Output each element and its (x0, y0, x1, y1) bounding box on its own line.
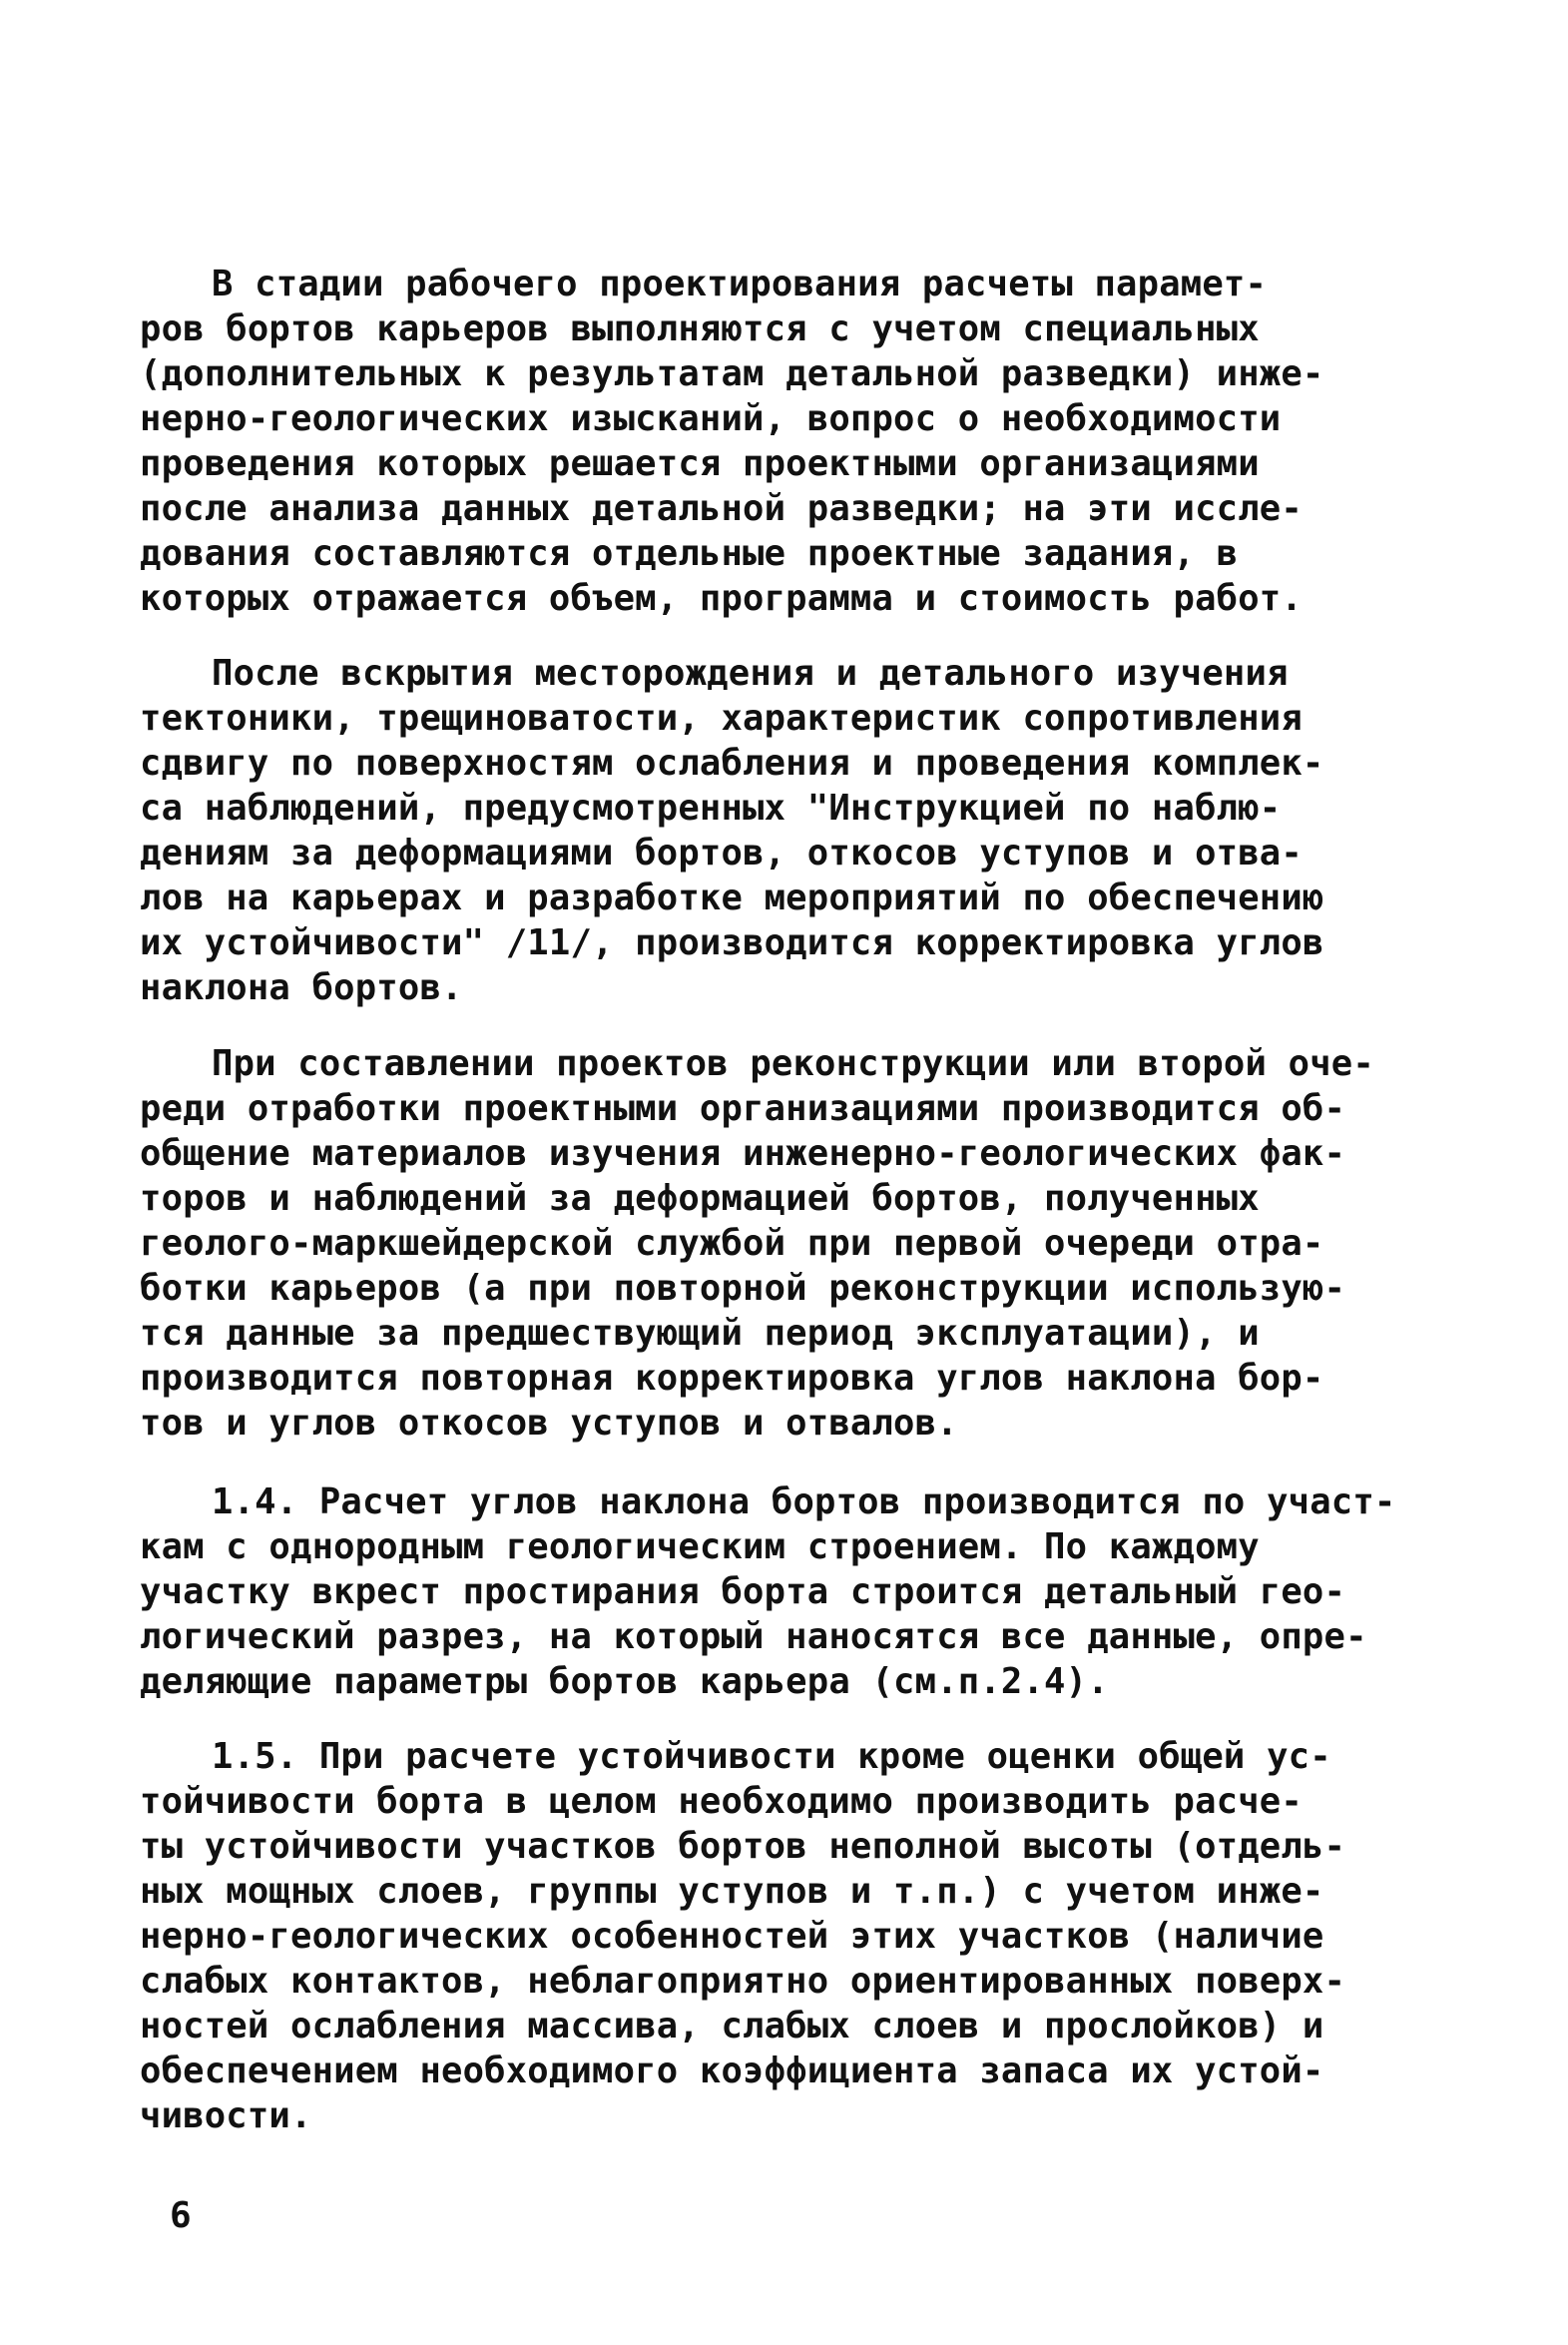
text-line: наклона бортов. (140, 967, 463, 1008)
text-line: обеспечением необходимого коэффициента запаса их устой- (140, 2051, 1324, 2091)
text-line: после анализа данных детальной разведки; на эти иссле- (140, 488, 1303, 529)
text-line: дования составляются отдельные проектные задания, в (140, 533, 1239, 574)
text-line: 1.4. Расчет углов наклона бортов производится по участ- (212, 1481, 1396, 1522)
text-line: проведения которых решается проектными организациями (140, 443, 1260, 484)
text-line: нерно-геологических изысканий, вопрос о необходимости (140, 398, 1282, 439)
text-line: участку вкрест простирания борта строится детальный гео- (140, 1571, 1346, 1612)
text-line: ных мощных слоев, группы уступов и т.п.) с учетом инже- (140, 1871, 1324, 1912)
text-line: нерно-геологических особенностей этих участков (наличие (140, 1916, 1324, 1957)
text-line: После вскрытия месторождения и детального изучения (212, 653, 1289, 694)
text-line: (дополнительных к результатам детальной разведки) инже- (140, 353, 1324, 394)
text-line: тектоники, трещиноватости, характеристик сопротивления (140, 698, 1303, 739)
text-line: тов и углов откосов уступов и отвалов. (140, 1403, 958, 1444)
paragraph-working-design (140, 262, 1437, 621)
text-line: В стадии рабочего проектирования расчеты парамет- (212, 264, 1268, 304)
text-line: дениям за деформациями бортов, откосов уступов и отва- (140, 833, 1303, 874)
text-line: ров бортов карьеров выполняются с учетом специальных (140, 308, 1260, 349)
text-line: которых отражается объем, программа и стоимость работ. (140, 578, 1303, 619)
text-line: сдвигу по поверхностям ослабления и проведения комплек- (140, 743, 1324, 784)
text-line: общение материалов изучения инженерно-геологических фак- (140, 1133, 1346, 1174)
page-number: 6 (170, 2195, 192, 2236)
paragraph-reconstruction (140, 1041, 1437, 1446)
text-line: чивости. (140, 2095, 312, 2136)
text-line: лов на карьерах и разработке мероприятий по обеспечению (140, 878, 1324, 918)
text-line: кам с однородным геологическим строением. По каждому (140, 1526, 1260, 1567)
text-line: ты устойчивости участков бортов неполной высоты (отдель- (140, 1826, 1346, 1867)
text-line: ботки карьеров (а при повторной реконструкции использую- (140, 1268, 1346, 1309)
text-line: тся данные за предшествующий период эксплуатации), и (140, 1313, 1260, 1354)
text-line: тойчивости борта в целом необходимо производить расче- (140, 1781, 1303, 1822)
text-line: са наблюдений, предусмотренных "Инструкцией по наблю- (140, 788, 1282, 829)
text-line: слабых контактов, неблагоприятно ориентированных поверх- (140, 1961, 1346, 2002)
text-line: реди отработки проектными организациями производится об- (140, 1088, 1346, 1129)
paragraph-deposit-opening (140, 651, 1437, 1010)
text-line: их устойчивости" /11/, производится корректировка углов (140, 922, 1324, 963)
text-line: торов и наблюдений за деформацией бортов, полученных (140, 1178, 1260, 1219)
text-line: При составлении проектов реконструкции или второй оче- (212, 1043, 1374, 1084)
paragraph-section-1-4 (140, 1479, 1437, 1704)
text-line: геолого-маркшейдерской службой при первой очереди отра- (140, 1223, 1324, 1264)
text-line: деляющие параметры бортов карьера (см.п.2.4). (140, 1661, 1109, 1702)
text-line: 1.5. При расчете устойчивости кроме оценки общей ус- (212, 1736, 1331, 1777)
paragraph-section-1-5 (140, 1734, 1437, 2138)
text-line: производится повторная корректировка углов наклона бор- (140, 1358, 1324, 1399)
text-line: логический разрез, на который наносятся все данные, опре- (140, 1616, 1367, 1657)
text-line: ностей ослабления массива, слабых слоев и прослойков) и (140, 2006, 1324, 2047)
